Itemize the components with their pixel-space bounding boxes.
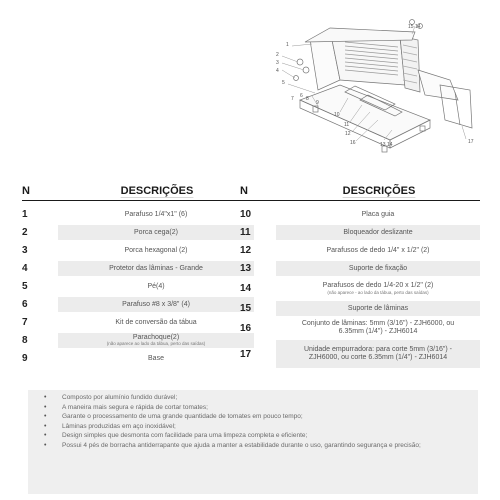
row-description-text: Bloqueador deslizante — [343, 228, 413, 236]
column-header-descricoes: DESCRIÇÕES — [342, 185, 416, 197]
callout-17: 17 — [468, 139, 474, 145]
table-body — [22, 205, 254, 367]
table-row — [240, 299, 480, 317]
callout-6: 6 — [300, 93, 303, 99]
row-number: 6 — [22, 298, 28, 310]
table-header — [240, 182, 480, 201]
row-description — [58, 333, 254, 348]
table-row — [22, 349, 254, 367]
bullet-icon: • — [44, 413, 47, 421]
callout-15-14: 15 14 — [408, 24, 421, 30]
row-note: (não aparece - ao lado da tábua, perto das saídas) — [327, 289, 429, 295]
row-description-text: Suporte de fixação — [348, 264, 408, 272]
feature-text: Possui 4 pés de borracha antiderrapante que ajuda a manter a estabilidade durante o uso, garantindo segurança e precisão; — [62, 441, 421, 449]
features-list — [28, 390, 478, 451]
row-description-text: Parafusos de dedo 1/4-20 x 1/2" (2) — [322, 281, 434, 289]
row-description-text: Pé(4) — [147, 282, 165, 290]
bullet-icon: • — [44, 422, 47, 430]
table-row — [240, 317, 480, 339]
features-box — [28, 390, 478, 494]
table-body — [240, 205, 480, 369]
row-number: 14 — [240, 282, 252, 294]
table-row — [240, 259, 480, 277]
callout-4: 4 — [276, 68, 279, 74]
callout-8: 8 — [306, 96, 309, 102]
row-description-text: Placa guia — [361, 210, 395, 218]
row-description — [276, 340, 480, 368]
list-item — [34, 412, 478, 422]
row-number: 5 — [22, 280, 28, 292]
table-row — [22, 331, 254, 349]
bullet-icon: • — [44, 403, 47, 411]
list-item — [34, 431, 478, 441]
table-row — [22, 223, 254, 241]
feature-text: Composto por alumínio fundido durável; — [62, 394, 178, 401]
parts-table-left — [22, 182, 254, 367]
table-row — [22, 277, 254, 295]
bullet-icon: • — [44, 441, 47, 449]
list-item — [34, 441, 478, 451]
row-number: 13 — [240, 262, 252, 274]
row-number: 12 — [240, 244, 252, 256]
row-description — [276, 301, 480, 316]
row-description-text: Porca cega(2) — [134, 228, 178, 236]
table-row — [22, 205, 254, 223]
row-number: 15 — [240, 302, 252, 314]
table-row — [22, 313, 254, 331]
list-item — [34, 403, 478, 413]
table-row — [240, 223, 480, 241]
list-item — [34, 422, 478, 432]
row-number: 16 — [240, 322, 252, 334]
table-row — [22, 295, 254, 313]
row-description — [276, 243, 480, 258]
row-description — [276, 261, 480, 276]
row-description — [276, 207, 480, 222]
callout-9: 9 — [316, 100, 319, 106]
row-number: 10 — [240, 208, 252, 220]
row-description-text: Kit de conversão da tábua — [115, 318, 197, 326]
callout-13-14: 13 14 — [380, 142, 393, 148]
row-description — [58, 297, 254, 312]
row-description — [58, 279, 254, 294]
row-description — [58, 225, 254, 240]
row-number: 11 — [240, 226, 251, 238]
row-description-text: Unidade empurradora: para corte 5mm (3/16") - ZJH6000, ou corte 6.35mm (1/4") - ZJH6014 — [304, 346, 452, 361]
row-description-text: Parafuso #8 x 3/8" (4) — [122, 300, 190, 308]
row-description-text: Suporte de lâminas — [347, 304, 409, 312]
table-row — [240, 241, 480, 259]
callout-1: 1 — [286, 42, 289, 48]
row-description-text: Porca hexagonal (2) — [124, 246, 188, 254]
row-number: 7 — [22, 316, 28, 328]
feature-text: Garante o processamento de uma grande quantidade de tomates em pouco tempo; — [62, 413, 303, 421]
row-number: 9 — [22, 352, 28, 364]
row-description-text: Parachoque(2) — [132, 334, 180, 341]
column-header-descricoes: DESCRIÇÕES — [120, 185, 194, 197]
bullet-icon: • — [44, 394, 47, 401]
row-description — [58, 351, 254, 366]
callout-7: 7 — [291, 96, 294, 102]
row-description-text: Parafuso 1/4"x1" (6) — [124, 210, 188, 218]
row-description-text: Parafusos de dedo 1/4" x 1/2" (2) — [326, 246, 430, 254]
row-number: 2 — [22, 226, 28, 238]
feature-text: A maneira mais segura e rápida de cortar tomates; — [62, 403, 208, 411]
row-description-text: Conjunto de lâminas: 5mm (3/16") - ZJH6000, ou 6.35mm (1/4") - ZJH6014 — [301, 320, 455, 335]
callout-10: 10 — [334, 112, 340, 118]
feature-text: Lâminas produzidas em aço inoxidável; — [62, 422, 176, 430]
row-description — [58, 207, 254, 222]
table-row — [240, 205, 480, 223]
row-description-text: Base — [148, 354, 164, 362]
row-description — [58, 261, 254, 276]
column-header-n: N — [22, 185, 30, 197]
row-description-text: Protetor das lâminas - Grande — [109, 264, 203, 272]
callout-5: 5 — [282, 80, 285, 86]
row-number: 3 — [22, 244, 28, 256]
table-header — [22, 182, 254, 201]
slicer-line-drawing — [0, 0, 500, 170]
row-description — [58, 243, 254, 258]
row-description — [276, 278, 480, 298]
row-number: 1 — [22, 208, 28, 220]
exploded-parts-diagram — [0, 0, 500, 170]
row-note: (não aparece ao lado da tábua, perto das saídas) — [106, 341, 206, 346]
parts-table-right — [240, 182, 480, 369]
table-row — [22, 259, 254, 277]
row-description — [58, 315, 254, 330]
bullet-icon: • — [44, 432, 47, 440]
table-row — [240, 339, 480, 369]
callout-3: 3 — [276, 60, 279, 66]
list-item — [34, 393, 478, 403]
row-number: 4 — [22, 262, 28, 274]
callout-16: 16 — [350, 140, 356, 146]
table-row — [22, 241, 254, 259]
feature-text: Design simples que desmonta com facilidade para uma limpeza completa e eficiente; — [62, 432, 308, 440]
row-number: 17 — [240, 348, 252, 360]
callout-12: 12 — [345, 131, 351, 137]
row-number: 8 — [22, 334, 28, 346]
row-description — [276, 318, 480, 338]
callout-2: 2 — [276, 52, 279, 58]
column-header-n: N — [240, 185, 248, 197]
callout-11: 11 — [344, 122, 350, 128]
table-row — [240, 277, 480, 299]
row-description — [276, 225, 480, 240]
